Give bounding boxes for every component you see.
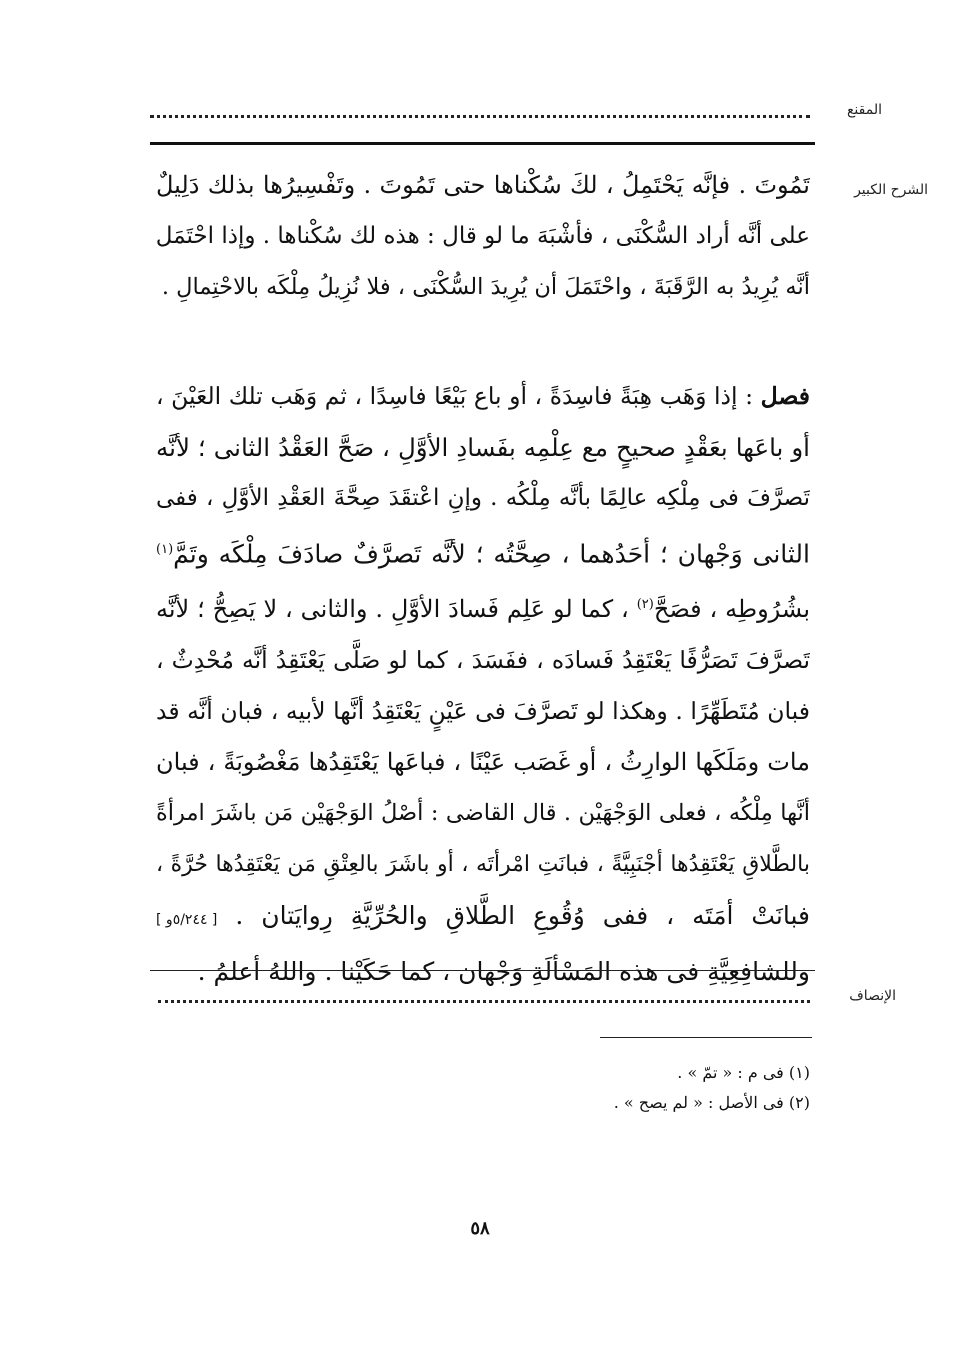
fasl-heading: فصل [760, 382, 810, 410]
fasl-line-text: ، كما لو عَلِم فَسادَ الأوَّلِ . والثانى ، لا يَصِحُّ ؛ لأنَّه [156, 595, 629, 624]
fasl-line: أو باعَها بعَقْدٍ صحيحٍ مع عِلْمِه بفَسادِ الأوَّلِ ، صَحَّ العَقْدُ الثانى ؛ لأنَّه [156, 433, 810, 462]
fasl-line: بالطَّلاقِ يَعْتَقِدُها أجْنَبِيَّةً ، فبانَتِ امْرأتَه ، أو باشَرَ بالعِتْقِ مَن يَعْتَقِدُها حُرَّةً ، [156, 852, 810, 878]
insaf-label: الإنصاف [849, 988, 896, 1004]
header-rule [150, 142, 815, 145]
fasl-section [156, 371, 810, 997]
fasl-line: مات ومَلَكَها الوارِثُ ، أو غَصَب عَيْنًا ، فباعَها يَعْتَقِدُها مَغْصُوبَةً ، فبان [156, 748, 810, 777]
fasl-line-with-ms-ref [156, 890, 810, 946]
text-end-rule [150, 970, 815, 971]
footnote-ref-2[interactable]: (٢) [636, 597, 654, 613]
sharh-label: الشرح الكبير [854, 182, 928, 198]
fasl-line-with-ref [156, 579, 810, 635]
insaf-dotted-line [158, 1000, 810, 1003]
fasl-line-text: بشُرُوطِه ، فصَحَّ [653, 595, 810, 624]
fasl-first-line-text: : إذا وَهَب هِبَةً فاسِدَةً ، أو باع بَيْعًا فاسِدًا ، ثم وَهَب تلك العَيْنَ ، [156, 382, 753, 410]
footnotes [410, 1058, 810, 1118]
fasl-first-line [156, 371, 810, 422]
footnote-item: (٢) فى الأصل : « لم يصح » . [613, 1093, 810, 1112]
fasl-line-text: الثانى وَجْهان ؛ أحَدُهما ، صِحَّتُه ؛ لأنَّه تَصرَّفٌ صادَفَ مِلْكَه وتَمَّ [173, 539, 810, 569]
fasl-line: أنَّها مِلْكُه ، فعلى الوَجْهَيْن . قال القاضى : أصْلُ الوَجْهَيْن مَن باشَرَ امرأةً [156, 800, 810, 827]
commentary-text [156, 160, 810, 313]
fasl-line: تَصرَّفَ تَصَرُّفًا يَعْتَقِدُ فَسادَه ، ففَسَدَ ، كما لو صَلَّى يَعْتَقِدُ أنَّه مُحْدِثٌ ، [156, 646, 810, 675]
fasl-line: وللشافِعِيَّةِ فى هذه المَسْألَةِ وَجْهان ، كما حَكَيْنا . واللهُ أعلمُ . [197, 957, 810, 987]
fasl-line: فبان مُتَطَهِّرًا . وهكذا لو تَصرَّفَ فى عَيْنٍ يَعْتَقِدُ أنَّها لأبيه ، فبان أنَّه قد [156, 697, 810, 726]
fasl-line-text: فبانَتْ أمَتَه ، ففى وُقُوعِ الطَّلاقِ والحُرِّيَّةِ رِوايَتان . [235, 901, 810, 931]
fasl-line-with-ref [156, 524, 810, 579]
page-number: ٥٨ [470, 1218, 490, 1239]
muqni-label: المقنع [846, 102, 882, 118]
fasl-line: تَصرَّفَ فى مِلْكِه عالِمًا بأنَّه مِلْكُه . وإنِ اعْتقَدَ صِحَّةَ العَقْدِ الأوَّلِ ، ففى [156, 485, 810, 511]
commentary-line: أنَّه يُرِيدُ به الرَّقَبَةَ ، واحْتَمَلَ أن يُرِيدَ السُّكْنَى ، فلا نُزِيلُ مِلْكَه بالاحْتِمالِ . [161, 274, 810, 300]
commentary-line: على أنَّه أراد السُّكْنَى ، فأشْبَهَ ما لو قال : هذه لك سُكْناها . وإذا احْتَمَل [156, 223, 810, 249]
manuscript-ref: [ ٥/٢٤٤و ] [156, 912, 218, 929]
footnote-item: (١) فى م : « تمّ » . [677, 1063, 810, 1082]
commentary-line: تَمُوتَ . فإنَّه يَحْتَمِلُ ، لكَ سُكْناها حتى تَمُوتَ . وتَفْسِيرُها بذلك دَلِيلٌ [156, 171, 810, 199]
footnote-ref-1[interactable]: (١) [156, 542, 174, 557]
muqni-dotted-line [150, 115, 810, 118]
footnote-rule [600, 1037, 812, 1038]
